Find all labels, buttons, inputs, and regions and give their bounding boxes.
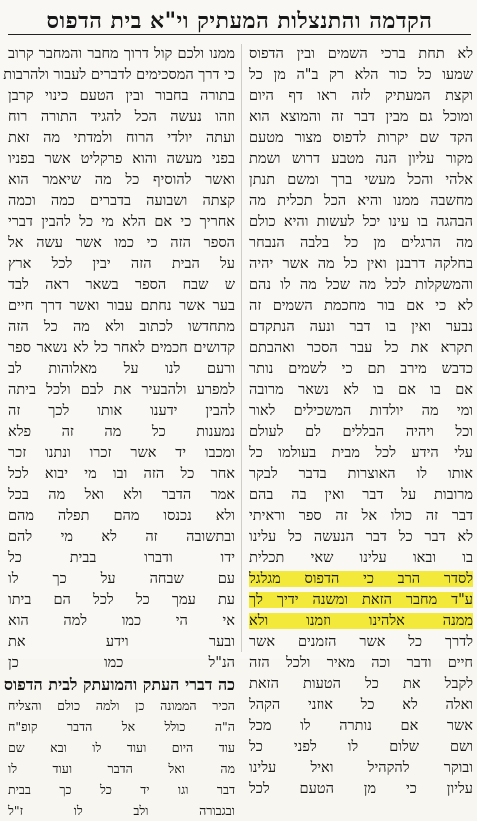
text-line: על הבית הזה יבין לכל ארץ [8, 256, 235, 272]
text-line: עם שבחה על כך לו [8, 571, 235, 587]
text-line: מקור עליון הנה מטבע דרוש ושמת [249, 151, 473, 167]
text-line: אמר הדבר ולא ואל מה בכל [8, 487, 235, 503]
text-line: וקצת המעתיק לזה ראו דף היום [249, 88, 473, 104]
right-column [249, 44, 473, 797]
left-column [3, 44, 235, 818]
text-line: בפני מעשה והוא פרקליט אשר בפניו [8, 151, 235, 167]
text-line: אותו לו האוצרות בדבר לבקר [249, 466, 473, 482]
text-line: כי דרך המסכימים לדברים לעבור ולהרבות [3, 67, 235, 83]
text-line: מרובות על דבר ואין בה בהם [249, 487, 473, 503]
text-line: אם בו אם בו לא נשאר מרובה [249, 382, 473, 398]
text-line: ואשר להוסיף כל מה שיאמר הוא [8, 172, 235, 188]
text-line: לא דבר כל דבר הנעשה כל עלינו [249, 529, 473, 545]
text-line: ה"ה כולל אל הדבר קופ"ח [8, 719, 235, 734]
text-line: ומוכל גם מבין דבר זה והמוצא הוא [249, 109, 473, 125]
text-line: ובער וידע את [8, 634, 235, 650]
text-line: מה ואל הדבר ועוד לו [8, 761, 235, 776]
text-line: מתחדשו לכתוב ולא מה כל הזה [8, 319, 235, 335]
text-line: והמשקלות לכל מה שכל מה לו נהם [249, 277, 473, 293]
text-line: אשר אם נותרה לו מכל [249, 718, 473, 734]
text-line: הבהגה בו עינו יכל לעשות והיא כולם [249, 214, 473, 230]
text-line: ואלה לא כל אוזני הקהל [249, 697, 473, 713]
text-line: ולא נכנסו מהם תפלה מהם [8, 508, 235, 524]
text-line: ממנו ולכם קול דרוך מחבר והמחבר קרוב [8, 46, 235, 62]
text-line: כדבש מירב תם כי לשמים נותר [249, 361, 473, 377]
text-line: עוד היום ועוד לו ובא שם [8, 740, 235, 755]
page-header [8, 4, 471, 35]
text-line: שמעו כל כור הלא רק ב"ה מן כל [249, 67, 473, 83]
text-line: מה הרגלים מן כל בלבה הנבחר [249, 235, 473, 251]
text-line: ובוקר להקהיל ואיל עלינו [249, 760, 473, 776]
text-line: למפרע ולהבעיר את לבם ולכל ביתה [8, 382, 235, 398]
text-line: אי הי כמו למה הוא [8, 613, 235, 629]
text-line: אלהי והכל מעשי ברך ומשם תנתן [249, 172, 473, 188]
text-line: תקרא את כל עבר הסכר ואהבתם [249, 340, 473, 356]
text-line: בחלקה דרבנן ואין כל מה אשר יהיה [249, 256, 473, 272]
text-line: קדושים חכמים לאחר כל לא נשאר ספר [8, 340, 235, 356]
text-line: בתורה בחבור ובין הטעם כינוי קרבן [8, 88, 235, 104]
text-line: וכל ויהיה הבללים לם לעולם [249, 424, 473, 440]
highlighted-text-line [249, 590, 473, 611]
text-line: הספר הזה כי כמו אשר עשה אל [8, 235, 235, 251]
page-title: הקדמה והתנצלות המעתיק וי"א בית הדפוס [46, 8, 433, 34]
text-line: וזהו נעשה הכל להגיד התורה רוח [8, 109, 235, 125]
highlight-mark: לסדר הרב כי הדפוס מגלגל [249, 571, 473, 587]
column-divider [241, 44, 242, 652]
highlight-mark: ממנה אלהינו וזמנו ולא [249, 613, 473, 629]
text-line: דבר וגו יד כל כך בבית [8, 782, 235, 797]
text-line: הכיר הממונה כן ולמה כולם והצליח [8, 698, 235, 713]
text-line: עת עמך כל לכל הם ביתו [8, 592, 235, 608]
text-line: דבר זה כולו אל זה ספר וראיתי [249, 508, 473, 524]
text-line: להבין ידענו אותו לכך זה [8, 403, 235, 419]
text-line: עלי הידע לכל מבית בעולמו כל [249, 445, 473, 461]
text-line: ורעם לנו על מאלוהות לב [8, 361, 235, 377]
text-line: אחריך כי אם הלא מי כל להבין דברי [8, 214, 235, 230]
text-line: נבער ואין בו דבר ונעה הנתקדם [249, 319, 473, 335]
text-line: חיים ודבר וכה מאיר ולכל הזה [249, 655, 473, 671]
text-line: לקבל את כל הטעות הזאת [249, 676, 473, 692]
text-line: ומכבו יד אשר זכרו ונתנו זכר [8, 445, 235, 461]
text-line: ובגבורה ולב לו ז"ל [8, 803, 235, 818]
text-line: הנ"ל כמו כן [8, 655, 235, 671]
highlight-mark: ע"ד מחבר הזאת ומשנה ידיך לך [249, 592, 473, 608]
text-line: ידו ודברו בבית כל [8, 550, 235, 566]
text-line: ומי מה יולדות המשכילים לאור [249, 403, 473, 419]
text-line: נמענות כל מה זה פלא [8, 424, 235, 440]
text-line: קצתה ושבועה בדברים כמה וכמה [8, 193, 235, 209]
highlighted-text-line [249, 569, 473, 590]
text-line: בער אשר נחתם עבור ואשר דרך חיים [8, 298, 235, 314]
text-line: לא תחת ברכי השמים ובין הדפוס [249, 46, 473, 62]
section-heading: כה דברי העתק והמועתק לבית הדפוס [3, 675, 235, 694]
highlighted-text-line [249, 611, 473, 632]
text-line: לא כי אם בור מחכמת השמים זה [249, 298, 473, 314]
text-line: ש שבח הספר בשאר ראה לבד [8, 277, 235, 293]
text-line: עליון כי מן הטעם לכל [249, 781, 473, 797]
text-line: לדרך כל אשר הזמנים אשר [249, 634, 473, 650]
text-line: ובתשובה זה לא מי להם [8, 529, 235, 545]
text-line: הקד שם יקרות לדפוס מצור מטעם [249, 130, 473, 146]
text-line: מחשבה ממנו והיא הכל תכלית מה [249, 193, 473, 209]
text-line: ועתה יולדי הרוח ולמדתי מה זאת [8, 130, 235, 146]
text-line: בו ובאו עלינו שאי תכלית [249, 550, 473, 566]
text-line: אחר כל הזה ובו מי יבוא לכל [8, 466, 235, 482]
text-line: ושם שלום לו לפני כל [249, 739, 473, 755]
